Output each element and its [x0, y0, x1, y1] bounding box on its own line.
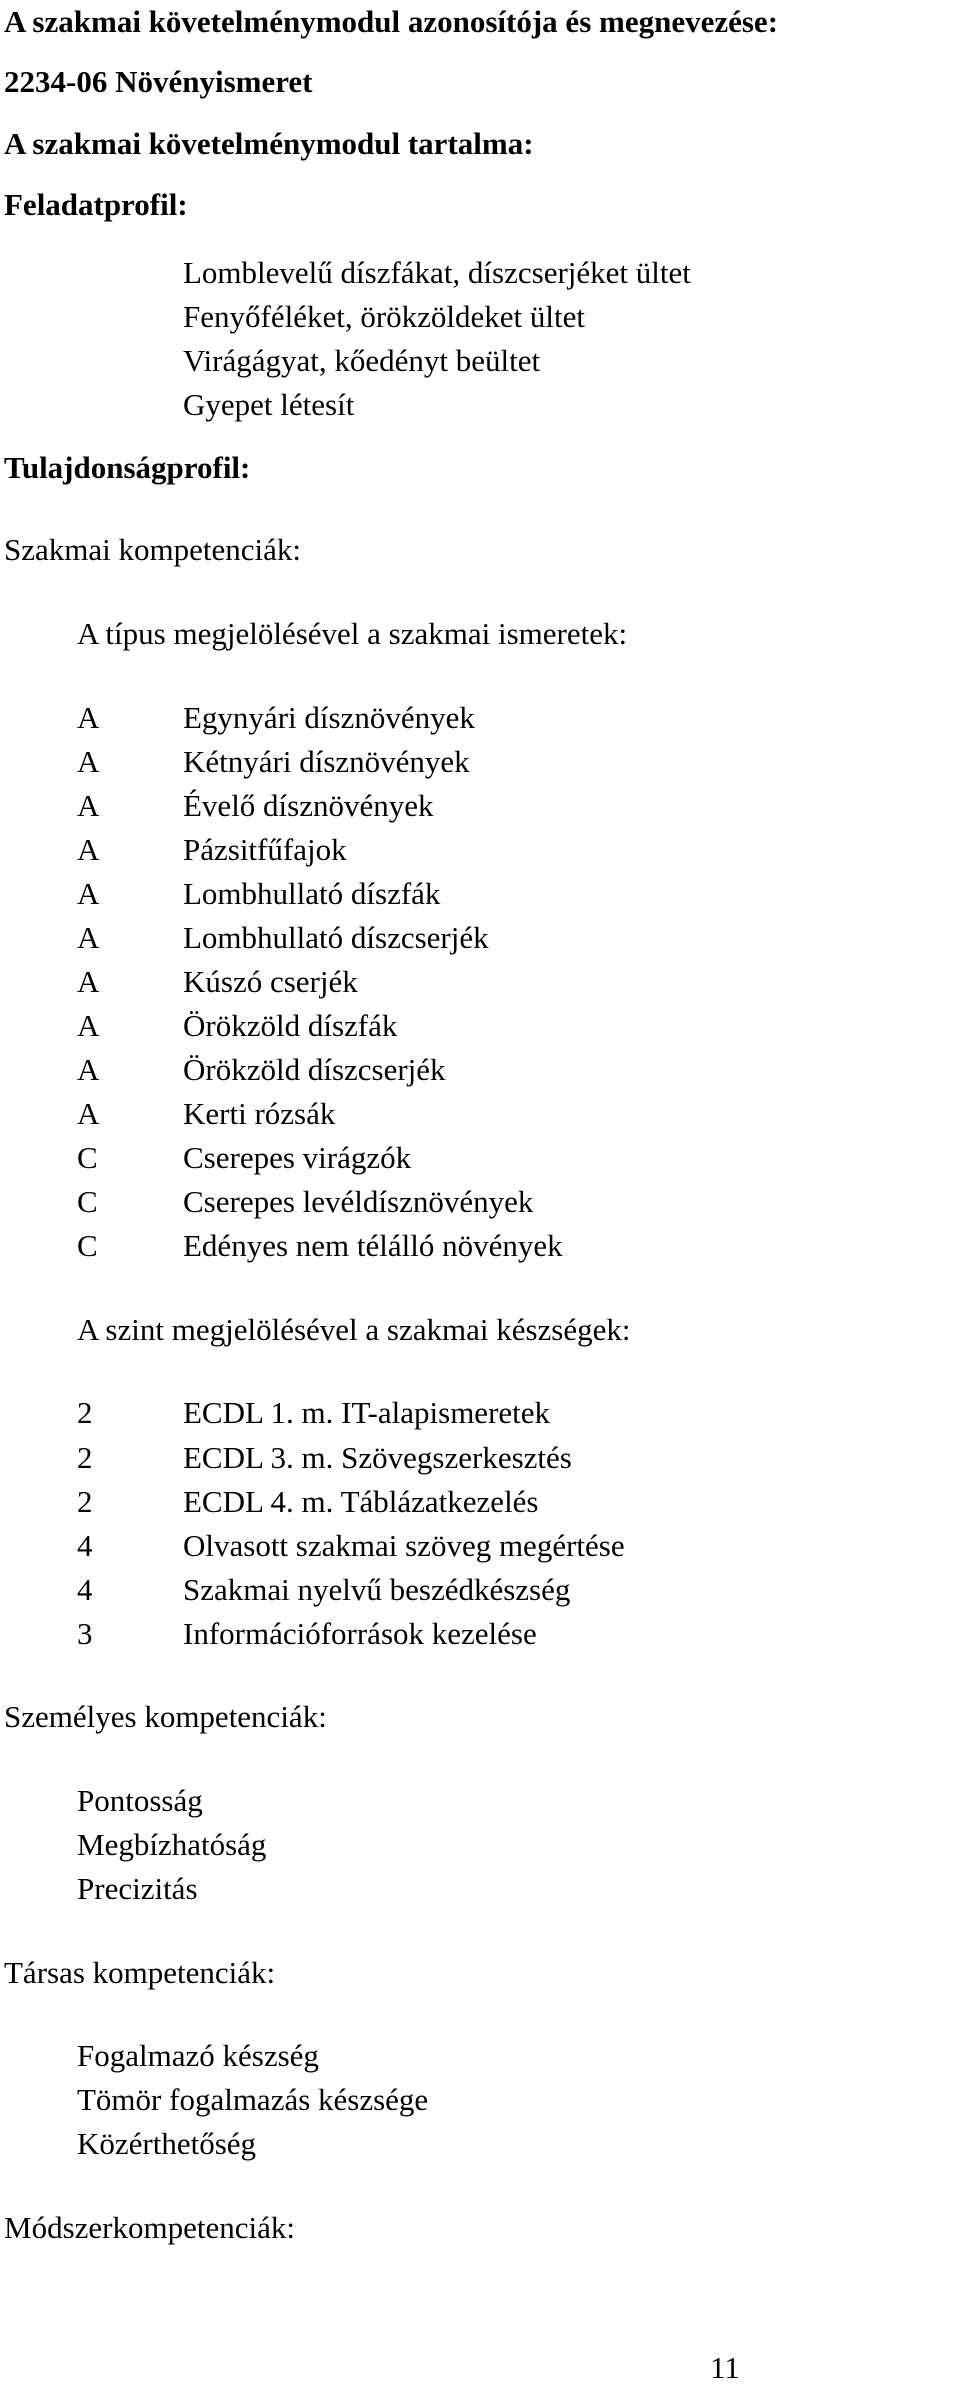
content-heading: A szakmai követelménymodul tartalma:	[4, 126, 534, 161]
knowledge-text: Lombhullató díszfák	[183, 876, 441, 911]
skill-text: Információforrások kezelése	[183, 1616, 537, 1651]
task-item: Lomblevelű díszfákat, díszcserjéket ültet	[183, 255, 691, 290]
task-item: Virágágyat, kőedényt beültet	[183, 343, 541, 378]
knowledge-text: Kerti rózsák	[183, 1096, 336, 1131]
method-competences-heading: Módszerkompetenciák:	[4, 2210, 295, 2245]
skill-text: Olvasott szakmai szöveg megértése	[183, 1528, 625, 1563]
skill-text: ECDL 4. m. Táblázatkezelés	[183, 1484, 539, 1519]
knowledge-text: Cserepes virágzók	[183, 1140, 412, 1175]
social-item: Tömör fogalmazás készsége	[77, 2082, 429, 2117]
social-competences-heading: Társas kompetenciák:	[4, 1955, 276, 1990]
knowledge-text: Örökzöld díszcserjék	[183, 1052, 446, 1087]
knowledge-text: Kúszó cserjék	[183, 964, 358, 999]
skill-level: 4	[77, 1528, 93, 1563]
knowledge-code: C	[77, 1228, 98, 1263]
knowledge-code: A	[77, 788, 100, 823]
skills-heading: A szint megjelölésével a szakmai készségek:	[77, 1312, 631, 1347]
task-item: Fenyőféléket, örökzöldeket ültet	[183, 299, 586, 334]
skill-text: ECDL 3. m. Szövegszerkesztés	[183, 1440, 572, 1475]
knowledge-code: C	[77, 1140, 98, 1175]
knowledge-code: A	[77, 876, 100, 911]
knowledge-text: Évelő dísznövények	[183, 788, 434, 823]
social-item: Közérthetőség	[77, 2126, 257, 2161]
page-number: 11	[710, 2350, 740, 2385]
knowledge-code: A	[77, 700, 100, 735]
knowledge-code: A	[77, 1096, 100, 1131]
knowledge-text: Egynyári dísznövények	[183, 700, 475, 735]
personal-item: Pontosság	[77, 1783, 203, 1818]
property-profile-heading: Tulajdonságprofil:	[4, 450, 251, 485]
knowledge-code: A	[77, 1052, 100, 1087]
professional-competences-heading: Szakmai kompetenciák:	[4, 532, 301, 567]
knowledge-text: Pázsitfűfajok	[183, 832, 347, 867]
skill-level: 4	[77, 1572, 93, 1607]
knowledge-code: A	[77, 920, 100, 955]
personal-item: Precizitás	[77, 1871, 198, 1906]
knowledge-code: A	[77, 744, 100, 779]
knowledge-text: Cserepes levéldísznövények	[183, 1184, 534, 1219]
knowledge-text: Lombhullató díszcserjék	[183, 920, 489, 955]
knowledge-text: Örökzöld díszfák	[183, 1008, 398, 1043]
knowledge-code: C	[77, 1184, 98, 1219]
skill-text: Szakmai nyelvű beszédkészség	[183, 1572, 571, 1607]
knowledge-text: Kétnyári dísznövények	[183, 744, 470, 779]
knowledge-code: A	[77, 832, 100, 867]
skill-level: 3	[77, 1616, 93, 1651]
task-profile-heading: Feladatprofil:	[4, 187, 188, 222]
personal-competences-heading: Személyes kompetenciák:	[4, 1699, 327, 1734]
knowledge-heading: A típus megjelölésével a szakmai ismeretek:	[77, 616, 628, 651]
knowledge-code: A	[77, 964, 100, 999]
skill-text: ECDL 1. m. IT-alapismeretek	[183, 1395, 551, 1430]
personal-item: Megbízhatóság	[77, 1827, 267, 1862]
task-item: Gyepet létesít	[183, 387, 355, 422]
skill-level: 2	[77, 1395, 93, 1430]
knowledge-code: A	[77, 1008, 100, 1043]
social-item: Fogalmazó készség	[77, 2038, 319, 2073]
module-heading: A szakmai követelménymodul azonosítója és megnevezése:	[4, 4, 779, 39]
skill-level: 2	[77, 1484, 93, 1519]
knowledge-text: Edényes nem télálló növények	[183, 1228, 563, 1263]
skill-level: 2	[77, 1440, 93, 1475]
module-name: 2234-06 Növényismeret	[4, 64, 313, 99]
